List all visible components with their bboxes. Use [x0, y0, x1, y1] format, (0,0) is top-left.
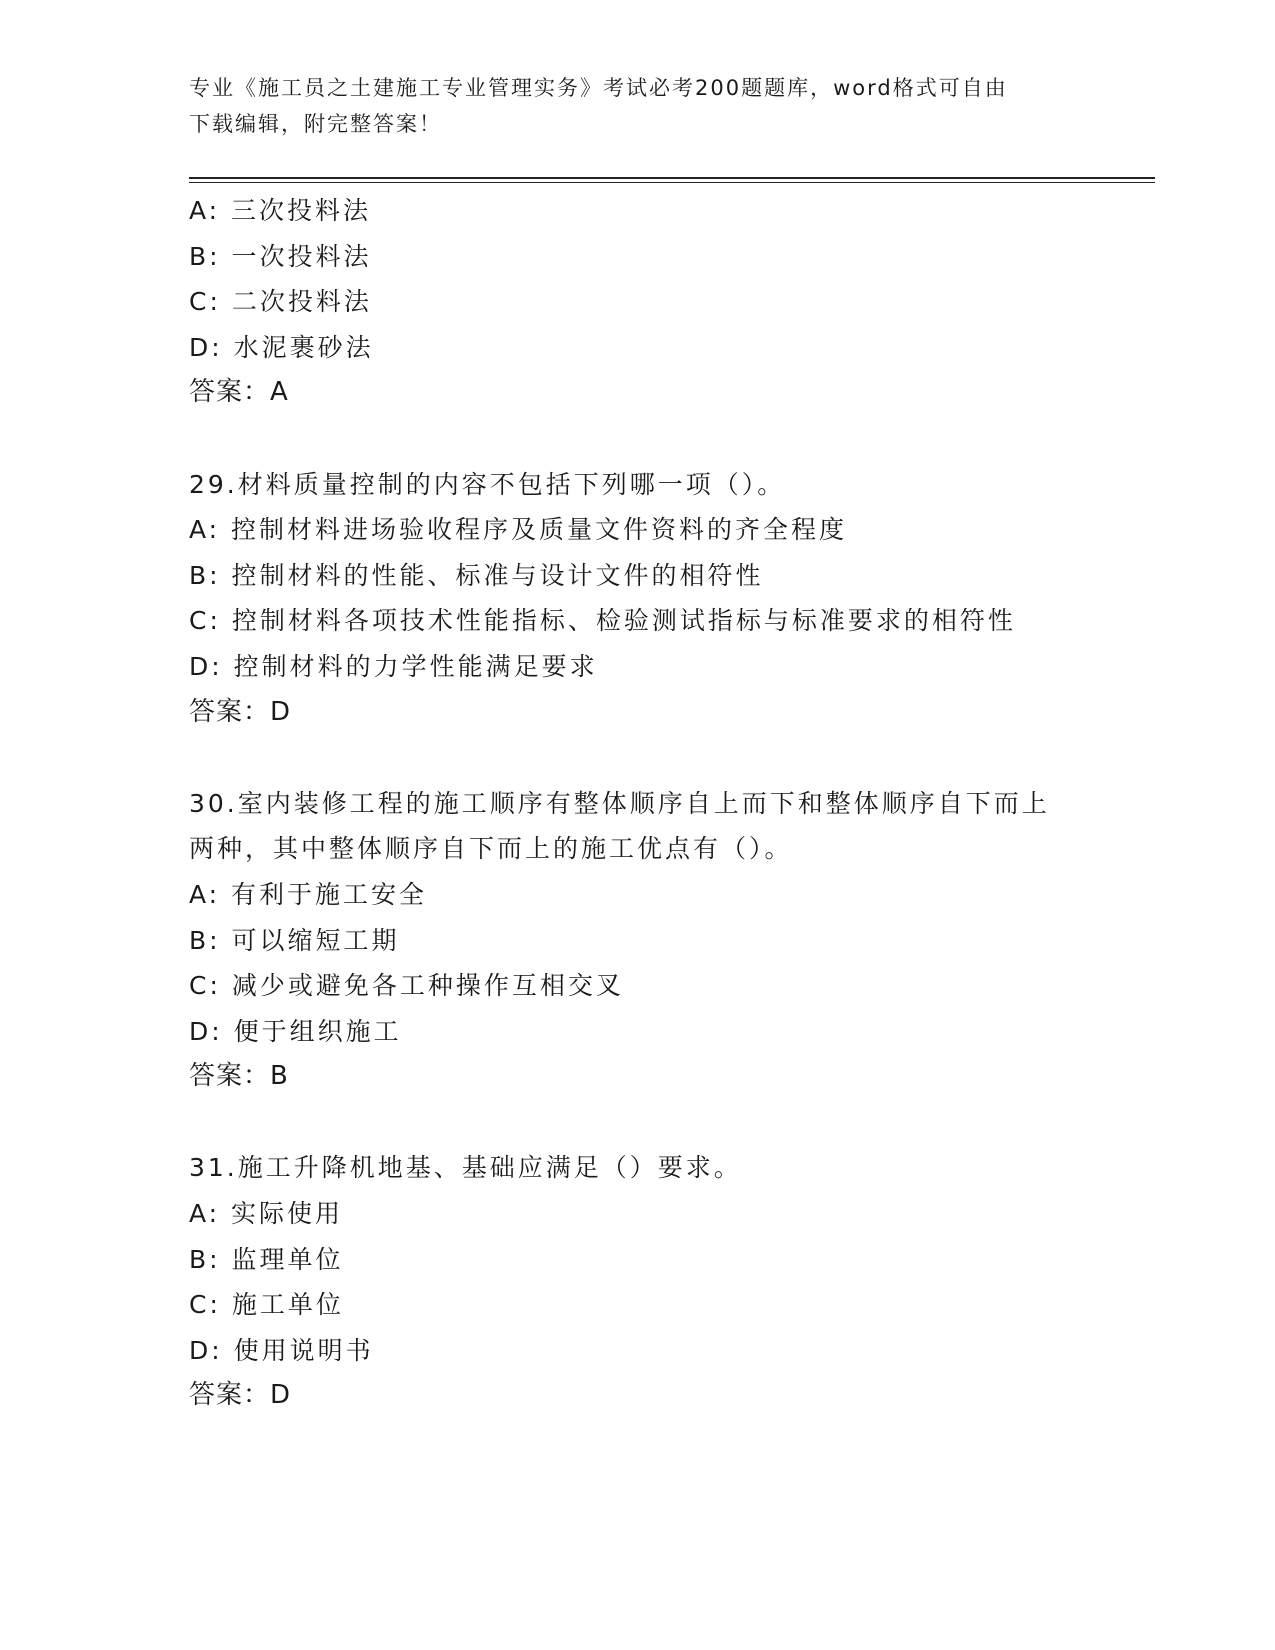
- option-d: D: 便于组织施工: [189, 1016, 402, 1046]
- answer: 答案：B: [189, 1061, 289, 1092]
- question-29: [189, 462, 1149, 736]
- header-divider-thick: [189, 177, 1155, 179]
- option-d: D: 水泥裹砂法: [189, 332, 374, 362]
- option-a: A: 三次投料法: [189, 196, 372, 225]
- question-list: [189, 188, 1149, 1419]
- header-line-2: 下载编辑，附完整答案！: [189, 112, 442, 136]
- question-text-line-1: 30.室内装修工程的施工顺序有整体顺序自上而下和整体顺序自下而上: [189, 788, 1050, 818]
- spacer: [189, 416, 1149, 462]
- option-c: C: 施工单位: [189, 1290, 344, 1320]
- document-header: [189, 70, 1089, 142]
- option-a: A: 有利于施工安全: [189, 879, 428, 909]
- option-b: B: 可以缩短工期: [189, 925, 400, 955]
- spacer: [189, 1100, 1149, 1146]
- option-b: B: 监理单位: [189, 1244, 344, 1274]
- header-line-1: 专业《施工员之土建施工专业管理实务》考试必考200题题库，word格式可自由: [189, 76, 1008, 100]
- question-text-line-2: 两种，其中整体顺序自下而上的施工优点有（）。: [189, 834, 793, 864]
- option-d: D: 控制材料的力学性能满足要求: [189, 651, 598, 681]
- question-31: [189, 1145, 1149, 1419]
- option-c: C: 二次投料法: [189, 287, 372, 317]
- option-c: C: 控制材料各项技术性能指标、检验测试指标与标准要求的相符性: [189, 606, 1016, 636]
- option-d: D: 使用说明书: [189, 1335, 374, 1365]
- answer: 答案：D: [189, 1380, 292, 1411]
- question-text: 31.施工升降机地基、基础应满足（）要求。: [189, 1153, 742, 1183]
- answer: 答案：D: [189, 696, 292, 727]
- option-a: A: 控制材料进场验收程序及质量文件资料的齐全程度: [189, 515, 848, 545]
- question-text: 29.材料质量控制的内容不包括下列哪一项（）。: [189, 469, 786, 499]
- option-b: B: 控制材料的性能、标准与设计文件的相符性: [189, 560, 764, 590]
- option-b: B: 一次投料法: [189, 241, 372, 271]
- option-c: C: 减少或避免各工种操作互相交叉: [189, 971, 624, 1001]
- option-a: A: 实际使用: [189, 1199, 344, 1229]
- question-30: [189, 781, 1149, 1100]
- partial-question: [189, 188, 1149, 416]
- spacer: [189, 735, 1149, 781]
- answer: 答案：A: [189, 377, 289, 408]
- header-divider-thin: [189, 182, 1155, 183]
